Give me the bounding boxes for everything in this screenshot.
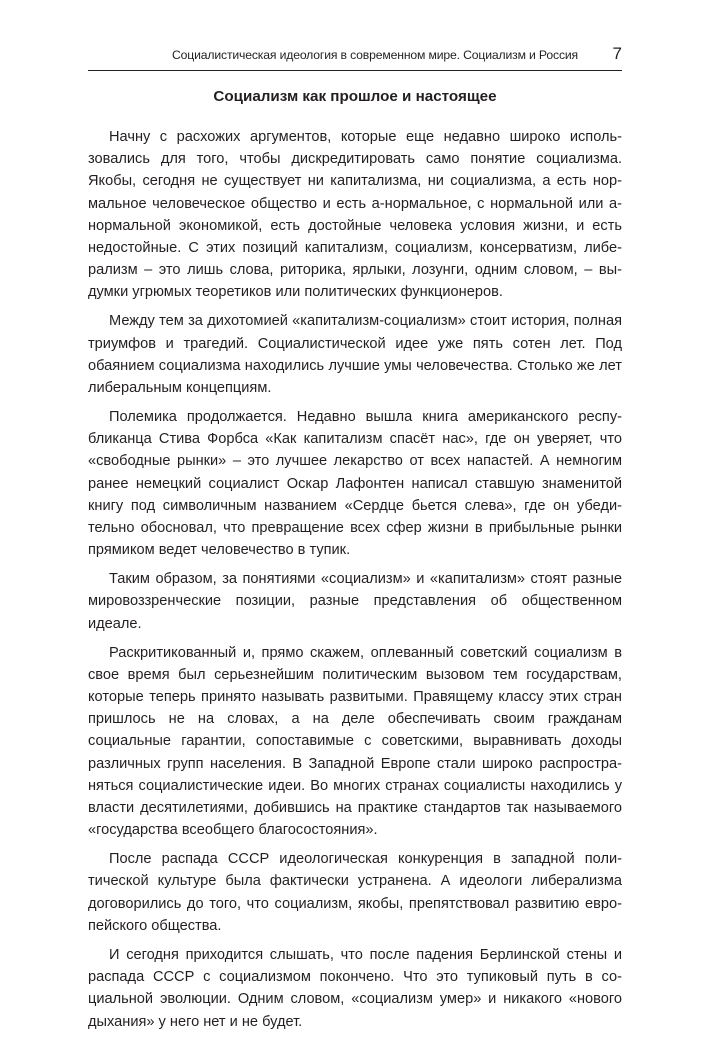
running-head bbox=[88, 44, 622, 68]
page-number: 7 bbox=[612, 44, 622, 63]
paragraph: Таким образом, за понятиями «социализм» и «капитализм» стоят разные мировоззренческие позиции, разные представления об общественном идеале. bbox=[88, 571, 622, 632]
paragraph: Между тем за дихотомией «капитализм-социализм» стоит история, полная триумфов и трагедий. Социалистической идее уже пять сотен лет. Под обаянием социализма находились лучшие умы человечества. Столько же лет либеральным концепциям. bbox=[88, 313, 622, 397]
running-head-title: Социалистическая идеология в современном мире. Социализм и Россия bbox=[171, 48, 578, 62]
paragraph: Начну с расхожих аргументов, которые еще недавно широко использовались для того, чтобы дискредитировать само понятие социализма. Якобы, сегодня не существует ни капитализма, ни социализма, а есть нормальное человеческое общество и есть а-нормальное, с нормальной или а-нормальной экономикой, есть достойные человека условия жизни, и есть недостойные. С этих позиций капитализм, социализм, консерватизм, либерализм – это лишь слова, риторика, ярлыки, лозунги, одним словом, – выдумки угрюмых теоретиков или политических функционеров. bbox=[88, 129, 622, 301]
paragraph: Раскритикованный и, прямо скажем, оплеванный советский социализм в свое время был серьезнейшим политическим вызовом тем государствам, которые теперь принято называть развитыми. Правящему классу этих стран пришлось не на словах, а на деле обеспечивать своим гражданам социальные гарантии, сопоставимые с советскими, выравнивать доходы различных групп населения. В Западной Европе стали широко распространяться социалистические идеи. Во многих странах социалисты находились у власти десятилетиями, добившись на практике стандартов так называемого «государства всеобщего благосостояния». bbox=[88, 644, 622, 839]
section-title: Социализм как прошлое и настоящее bbox=[213, 88, 497, 105]
paragraph: Полемика продолжается. Недавно вышла книга американского республиканца Стива Форбса «Как капитализм спасёт нас», где он уверяет, что «свободные рынки» – это лучшее лекарство от всех напастей. А немногим ранее немецкий социалист Оскар Лафонтен написал ставшую знаменитой книгу под символичным названием «Сердце бьется слева», где он убедительно обосновал, что превращение всех сфер жизни в прибыльные рынки прямиком ведет человечество в тупик. bbox=[88, 409, 622, 559]
paragraph: После распада СССР идеологическая конкуренция в западной политической культуре была фактически устранена. А идеологи либерализма договорились до того, что социализм, якобы, препятствовал развитию европейского общества. bbox=[88, 851, 622, 934]
body-text bbox=[88, 126, 622, 1040]
header-rule bbox=[88, 70, 622, 71]
paragraph: И сегодня приходится слышать, что после падения Берлинской стены и распада СССР с социализмом покончено. Что это тупиковый путь в социальной эволюции. Одним словом, «социализм умер» и никакого «нового дыхания» у него нет и не будет. bbox=[88, 946, 622, 1030]
